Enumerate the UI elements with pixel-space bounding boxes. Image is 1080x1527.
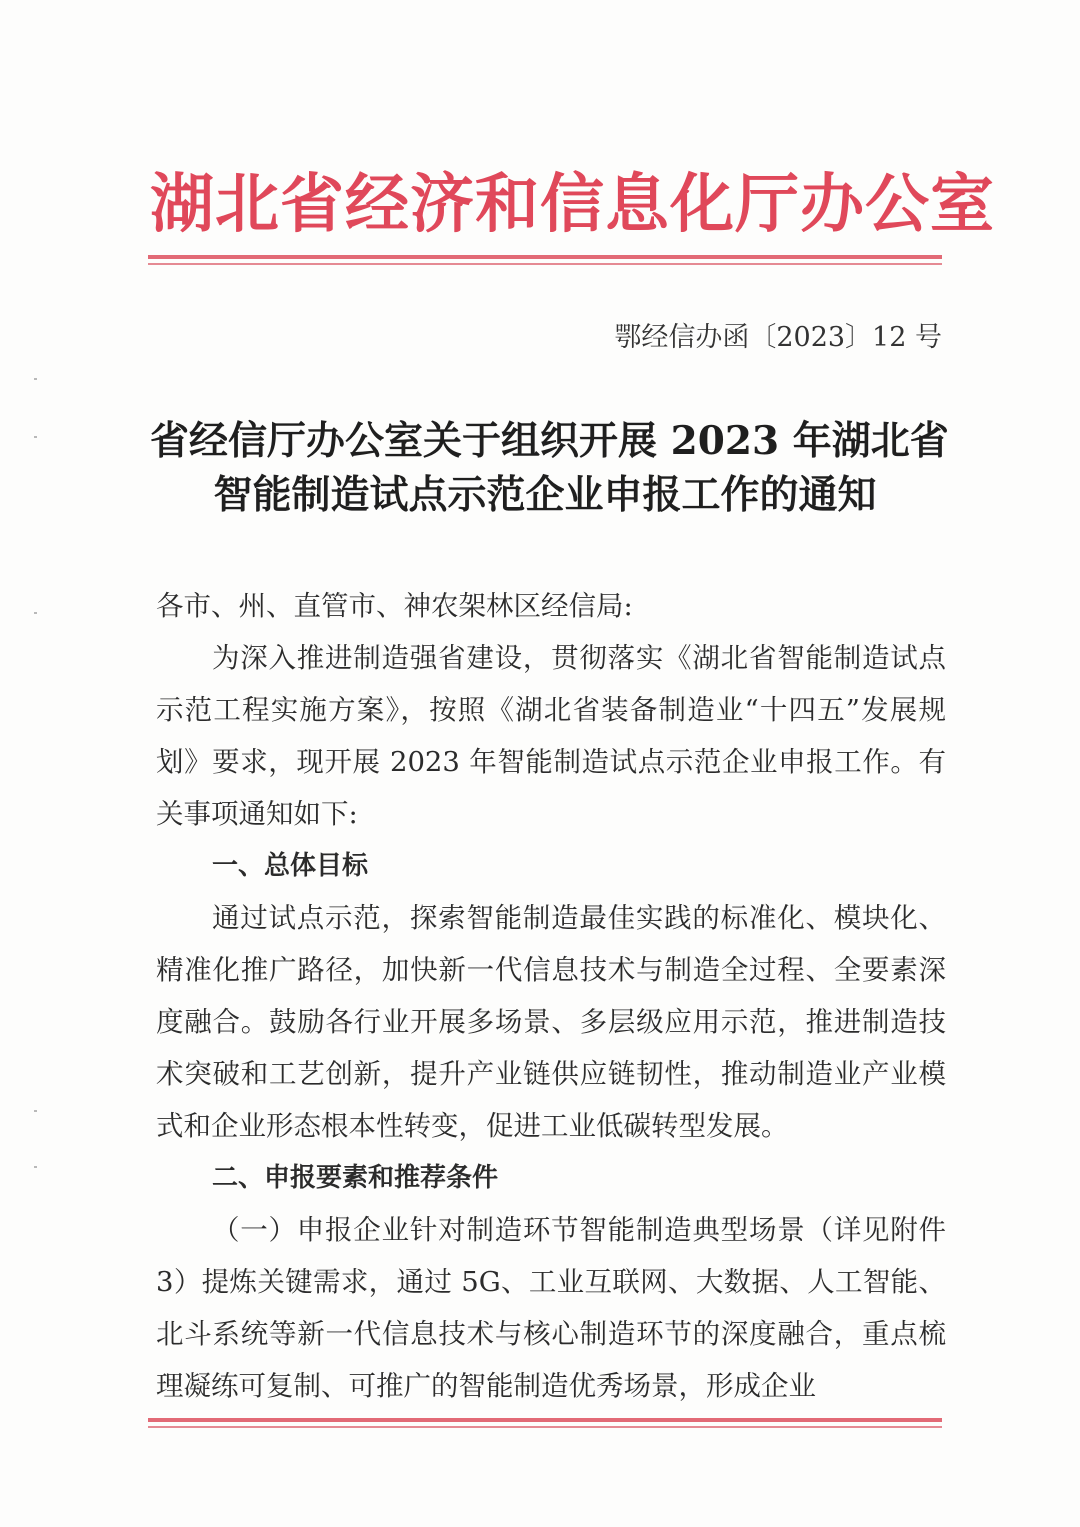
scan-speck <box>34 1166 37 1168</box>
document-title-line-2: 智能制造试点示范企业申报工作的通知 <box>213 472 877 518</box>
document-title <box>150 414 949 522</box>
footer-rule-thick <box>148 1418 942 1422</box>
section-heading-2: 二、申报要素和推荐条件 <box>212 1163 499 1193</box>
document-body <box>156 580 946 1412</box>
scan-speck <box>34 1110 37 1112</box>
addressee: 各市、州、直管市、神农架林区经信局: <box>156 590 633 622</box>
section-paragraph-2-item-1: （一）申报企业针对制造环节智能制造典型场景（详见附件 3）提炼关键需求，通过 5G、工业互联网、大数据、人工智能、北斗系统等新一代信息技术与核心制造环节的深度融合，重点梳理凝练可复制、可推广的智能制造优秀场景，形成企业 <box>156 1214 946 1402</box>
document-title-line-1: 省经信厅办公室关于组织开展 2023 年湖北省 <box>150 418 949 464</box>
letterhead-title: 湖北省经济和信息化厅办公室 <box>150 167 995 242</box>
letterhead-rule-thick <box>148 255 942 259</box>
scan-speck <box>34 436 37 438</box>
letterhead-rule-thin <box>148 263 942 265</box>
intro-paragraph: 为深入推进制造强省建设，贯彻落实《湖北省智能制造试点示范工程实施方案》，按照《湖北省装备制造业“十四五”发展规划》要求，现开展 2023 年智能制造试点示范企业申报工作。有关事项通知如下: <box>156 642 946 830</box>
footer-rule-thin <box>148 1426 942 1428</box>
section-heading-1: 一、总体目标 <box>212 851 369 881</box>
scan-speck <box>34 378 37 380</box>
scan-speck <box>34 612 37 614</box>
section-paragraph-1: 通过试点示范，探索智能制造最佳实践的标准化、模块化、精准化推广路径，加快新一代信息技术与制造全过程、全要素深度融合。鼓励各行业开展多场景、多层级应用示范，推进制造技术突破和工艺创新，提升产业链供应链韧性，推动制造业产业模式和企业形态根本性转变，促进工业低碳转型发展。 <box>156 902 946 1142</box>
document-number: 鄂经信办函〔2023〕12 号 <box>614 322 942 353</box>
